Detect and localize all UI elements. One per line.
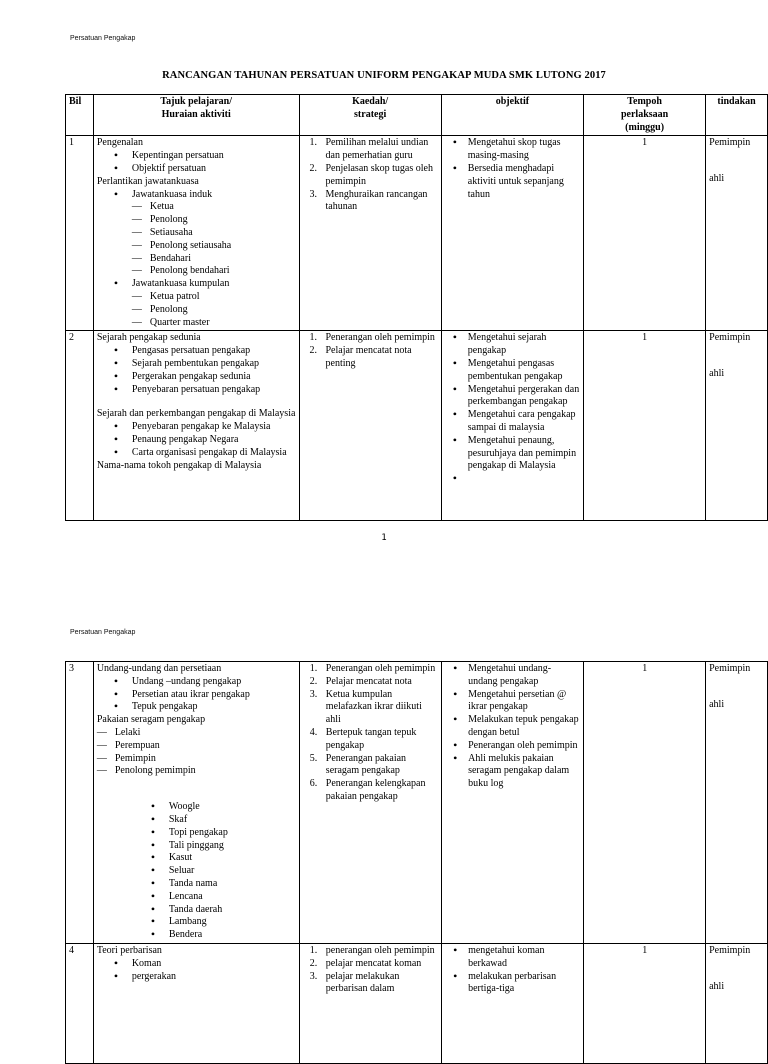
list-item: • Lencana: [151, 891, 296, 904]
item-number: 2.: [309, 957, 318, 969]
cell-tindakan: [706, 136, 768, 331]
list-item: • Sejarah pembentukan pengakap: [114, 358, 296, 371]
item-number: 6.: [309, 778, 318, 790]
list-item: • pergerakan: [114, 971, 296, 984]
col-header-label: strategi: [354, 108, 387, 120]
cell-tindakan: [706, 662, 768, 944]
cell-tajuk: [93, 943, 299, 1063]
list-item: [303, 137, 438, 163]
item-text: Penerangan pakaian seragam pengakap: [325, 752, 407, 777]
list-item: • Pengasas persatuan pengakap: [114, 345, 296, 358]
list-item: [303, 778, 438, 804]
item-text: Menghuraikan rancangan tahunan: [325, 188, 428, 213]
list-item: — Ketua: [132, 201, 296, 214]
topic-heading: Undang-undang dan persetiaan: [96, 663, 222, 674]
dash-list: [97, 201, 296, 278]
item-text: Penerangan oleh pemimpin: [325, 663, 436, 674]
bullet-list: [445, 137, 580, 201]
col-header-label: tindakan: [717, 96, 756, 107]
spacer: [709, 150, 764, 173]
topic-heading: Pakaian seragam pengakap: [96, 714, 206, 726]
list-item: — Penolong bendahari: [132, 265, 296, 278]
cell-tempoh: 1: [584, 662, 706, 944]
list-item: • Mengetahui pergerakan dan perkembangan pengakap: [445, 384, 580, 410]
col-header-tempoh: [584, 95, 706, 136]
tindakan-item: Pemimpin: [709, 137, 751, 149]
bullet-list: [97, 345, 296, 396]
list-item: • Kasut: [151, 852, 296, 865]
cell-bil: 4: [66, 943, 94, 1063]
bullet-list: [445, 332, 580, 473]
list-item: • Skaf: [151, 814, 296, 827]
list-item: [303, 958, 438, 971]
list-item: [303, 753, 438, 779]
col-header-label: objektif: [495, 96, 530, 107]
cell-tempoh: 1: [584, 136, 706, 331]
list-item: • Penerangan oleh pemimpin: [445, 740, 580, 753]
tindakan-item: Pemimpin: [709, 944, 751, 956]
tindakan-item: ahli: [709, 368, 725, 380]
item-text: Penjelasan skop tugas oleh pemimpin: [325, 162, 433, 187]
list-item: • Bendera: [151, 929, 296, 942]
cell-bil: 3: [66, 662, 94, 944]
list-item: • Tanda daerah: [151, 904, 296, 917]
item-text: pelajar melakukan perbarisan dalam: [325, 970, 400, 995]
list-item: [303, 663, 438, 676]
item-text: Penerangan kelengkapan pakaian pengakap: [325, 778, 426, 802]
col-header-tajuk: [93, 95, 299, 136]
item-number: 3.: [309, 688, 318, 700]
document-title: RANCANGAN TAHUNAN PERSATUAN UNIFORM PENGAKAP MUDA SMK LUTONG 2017: [162, 70, 606, 81]
list-item: • Mengetahui undang-undang pengakap: [445, 663, 580, 689]
list-item: [303, 676, 438, 689]
item-number: 4.: [309, 726, 318, 738]
item-number: 1.: [309, 332, 317, 344]
list-item: • Penyebaran persatuan pengakap: [114, 384, 296, 397]
bullet-list: [445, 945, 580, 996]
topic-heading: Pengenalan: [96, 137, 143, 149]
item-text: Pelajar mencatat nota: [325, 675, 412, 687]
tindakan-item: ahli: [709, 980, 725, 992]
list-item: • Tali pinggang: [151, 840, 296, 853]
cell-objektif: [441, 136, 583, 331]
cell-tempoh: 1: [584, 331, 706, 521]
list-item: • Melakukan tepuk pengakap dengan betul: [445, 714, 580, 740]
list-item: [303, 689, 438, 727]
list-item: [114, 189, 296, 202]
list-item: [303, 945, 438, 958]
item-text: penerangan oleh pemimpin: [325, 944, 435, 956]
list-item: • Ahli melukis pakaian seragam pengakap dalam buku log: [445, 753, 580, 791]
item-text: Penerangan oleh pemimpin: [325, 332, 435, 344]
bullet-list: [445, 663, 580, 791]
list-item: • Penyebaran pengakap ke Malaysia: [114, 421, 296, 434]
dash-list: [97, 291, 296, 329]
item-number: 2.: [309, 675, 318, 687]
col-header-label: perlaksaan: [620, 108, 669, 120]
col-header-label: (minggu): [625, 121, 665, 133]
col-header-label: Bil: [69, 96, 82, 107]
list-item: • Bersedia menghadapi aktiviti untuk sepanjang tahun: [445, 163, 580, 201]
list-item: • melakukan perbarisan bertiga-tiga: [445, 971, 580, 997]
bullet-list: [97, 801, 296, 942]
item-number: 3.: [309, 970, 318, 982]
running-header: Persatuan Pengakap: [70, 629, 136, 636]
list-item: • Mengetahui skop tugas masing-masing: [445, 137, 580, 163]
item-number: 5.: [309, 752, 318, 764]
topic-heading: Sejarah pengakap sedunia: [96, 332, 201, 344]
list-item: • Jawatankuasa kumpulan: [114, 278, 296, 291]
list-item: [303, 163, 438, 189]
bullet-list: [97, 421, 296, 459]
spacer: [97, 396, 296, 408]
list-item: • mengetahui koman berkawad: [445, 945, 580, 971]
col-header-label: Tajuk pelajaran/: [160, 96, 232, 107]
cell-bil: 2: [66, 331, 94, 521]
list-item: [303, 345, 438, 371]
dash-list: [97, 727, 296, 778]
table-row: [66, 136, 768, 331]
col-header-objektif: [441, 95, 583, 136]
tindakan-item: Pemimpin: [709, 332, 751, 344]
cell-kaedah: [299, 136, 441, 331]
spacer: [97, 778, 296, 801]
list-item: • Carta organisasi pengakap di Malaysia: [114, 447, 296, 460]
list-item: • Seluar: [151, 865, 296, 878]
list-item: • Mengetahui penaung, pesuruhjaya dan pemimpin pengakap di Malaysia: [445, 435, 580, 473]
cell-bil: 1: [66, 136, 94, 331]
topic-heading: Sejarah dan perkembangan pengakap di Malaysia: [96, 408, 296, 420]
numbered-list: [303, 332, 438, 370]
item-number: 2.: [309, 162, 317, 174]
list-item: • Mengetahui cara pengakap sampai di malaysia: [445, 409, 580, 435]
list-item: • Mengetahui persetian @ ikrar pengakap: [445, 689, 580, 715]
list-item: [303, 971, 438, 997]
list-item: • Tepuk pengakap: [114, 701, 296, 714]
cell-tajuk: [93, 331, 299, 521]
list-item: — Penolong: [132, 214, 296, 227]
item-number: 1.: [309, 137, 317, 149]
plan-table: [65, 94, 768, 521]
bullet-list: [97, 958, 296, 984]
cell-objektif: [441, 331, 583, 521]
tindakan-item: ahli: [709, 173, 725, 185]
table-row: [66, 943, 768, 1063]
cell-objektif: [442, 943, 584, 1063]
item-text: Bertepuk tangan tepuk pengakap: [325, 726, 417, 751]
numbered-list: [303, 945, 438, 996]
item-number: 1.: [309, 944, 318, 956]
cell-objektif: [442, 662, 584, 944]
list-item: • Kepentingan persatuan: [114, 150, 296, 163]
list-item: • Mengetahui sejarah pengakap: [445, 332, 580, 358]
topic-heading: Perlantikan jawatankuasa: [96, 175, 199, 187]
cell-tempoh: 1: [584, 943, 706, 1063]
cell-tajuk: [93, 136, 299, 331]
item-text: Ketua kumpulan melafazkan ikrar diikuti ahli: [325, 688, 422, 726]
item-number: 3.: [309, 188, 317, 200]
list-item: • Pergerakan pengakap sedunia: [114, 371, 296, 384]
numbered-list: [303, 137, 438, 214]
list-item: • Objektif persatuan: [114, 163, 296, 176]
item-text: pelajar mencatat koman: [325, 957, 422, 969]
table-header-row: [66, 95, 768, 136]
item-number: 2.: [309, 345, 317, 357]
bullet-list: [97, 150, 296, 176]
tindakan-item: Pemimpin: [709, 663, 751, 674]
spacer: [709, 958, 764, 981]
list-item: • Lambang: [151, 916, 296, 929]
spacer: [709, 345, 764, 368]
list-item: — Bendahari: [132, 253, 296, 266]
cell-kaedah: [299, 331, 441, 521]
bullet-list: [97, 278, 296, 291]
topic-heading: Nama-nama tokoh pengakap di Malaysia: [96, 459, 262, 471]
cell-tindakan: [706, 943, 768, 1063]
list-item: • Persetian atau ikrar pengakap: [114, 689, 296, 702]
cell-kaedah: [299, 662, 441, 944]
spacer: [709, 676, 764, 699]
list-item: — Quarter master: [132, 317, 296, 330]
list-item: — Ketua patrol: [132, 291, 296, 304]
list-item: — Penolong pemimpin: [97, 765, 296, 778]
col-header-kaedah: [299, 95, 441, 136]
list-item: • Tanda nama: [151, 878, 296, 891]
table-row: [66, 331, 768, 521]
cell-tajuk: [93, 662, 299, 944]
list-item: • Woogle: [151, 801, 296, 814]
list-item: • Koman: [114, 958, 296, 971]
col-header-label: Tempoh: [627, 96, 662, 107]
item-number: 1.: [309, 663, 318, 674]
list-item: • Mengetahui pengasas pembentukan pengakap: [445, 358, 580, 384]
list-item: [303, 727, 438, 753]
col-header-label: Huraian aktiviti: [161, 108, 231, 120]
list-item: • Penaung pengakap Negara: [114, 434, 296, 447]
list-item: — Penolong setiausaha: [132, 240, 296, 253]
cell-tindakan: [706, 331, 768, 521]
numbered-list: [303, 663, 438, 804]
list-item: — Pemimpin: [97, 753, 296, 766]
topic-heading: Teori perbarisan: [96, 944, 162, 956]
list-item: — Lelaki: [97, 727, 296, 740]
col-header-label: Kaedah/: [352, 96, 389, 107]
col-header-bil: [66, 95, 94, 136]
list-item: [303, 332, 438, 345]
col-header-tindakan: [706, 95, 768, 136]
list-item: — Penolong: [132, 304, 296, 317]
list-item: • Undang –undang pengakap: [114, 676, 296, 689]
table-row: [66, 662, 768, 944]
item-text: Pelajar mencatat nota penting: [325, 345, 412, 369]
list-item: — Setiausaha: [132, 227, 296, 240]
list-item-label: Jawatankuasa induk: [131, 188, 213, 200]
plan-table-continued: [65, 661, 768, 1064]
tindakan-item: ahli: [709, 698, 725, 710]
page-number: 1: [381, 533, 387, 543]
bullet-list: [97, 189, 296, 202]
bullet-list: [97, 676, 296, 714]
list-item: [303, 189, 438, 215]
list-item: • Topi pengakap: [151, 827, 296, 840]
list-item: — Perempuan: [97, 740, 296, 753]
item-text: Pemilihan melalui undian dan pemerhatian guru: [325, 137, 429, 162]
cell-kaedah: [299, 943, 441, 1063]
running-header: Persatuan Pengakap: [70, 35, 136, 42]
